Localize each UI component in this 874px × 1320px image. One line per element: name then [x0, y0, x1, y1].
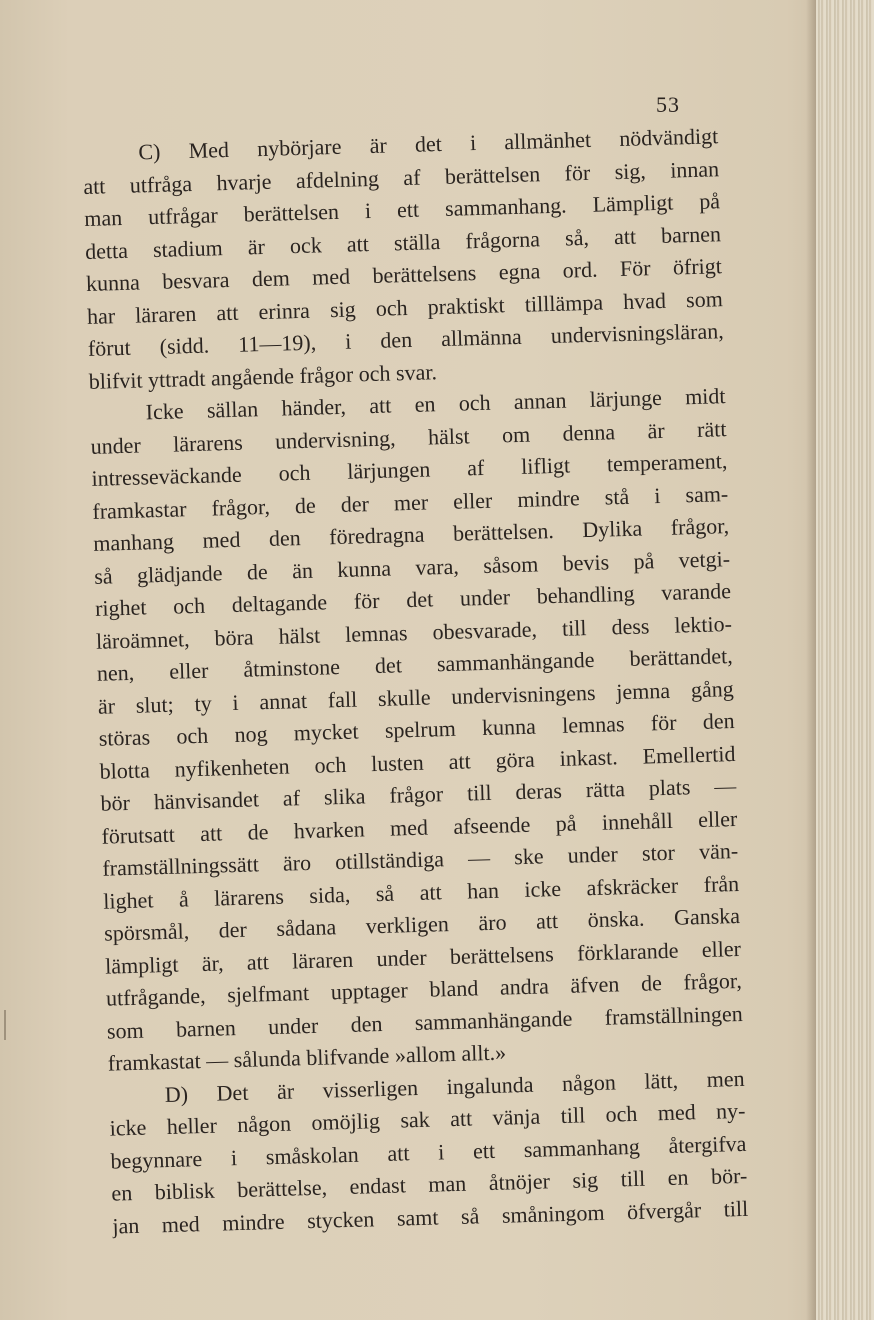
text-line: en biblisk berättelse, endast man åtnöjer sig till en bör- [111, 1162, 748, 1206]
text-line: lighet å lärarens sida, så att han icke afskräcker från [102, 870, 740, 914]
text-line: förutsatt att de hvarken med afseende på innehåll eller [101, 805, 738, 849]
text-line: utfrågande, sjelfmant upptager bland andra äfven de frågor, [105, 967, 743, 1011]
text-line: förut (sidd. 11—19), i den allmänna undervisningsläran, [87, 318, 724, 361]
text-line: blifvit yttradt angående frågor och svar. [88, 358, 438, 394]
text-line: intresseväckande och lärjungen af lifligt temperament, [91, 448, 728, 491]
text-line: man utfrågar berättelsen i ett sammanhang. Lämpligt på [83, 188, 721, 231]
text-line: jan med mindre stycken samt så småningom öfvergår till [112, 1195, 749, 1239]
text-line: framkastat — sålunda blifvande »allom allt.» [107, 1039, 507, 1076]
text-line: läroämnet, böra hälst lemnas obesvarade, till dess lektio- [95, 610, 733, 654]
text-line: blotta nyfikenheten och lusten att göra inkast. Emellertid [99, 740, 736, 784]
text-line: har läraren att erinra sig och praktiskt tilllämpa hvad som [86, 285, 724, 329]
text-line: icke heller någon omöjlig sak att vänja till och med ny- [109, 1097, 746, 1141]
margin-mark [4, 1010, 6, 1040]
text-line: C) Med nybörjare är det i allmänhet nödvändigt [138, 123, 719, 165]
text-line: bör hänvisandet af slika frågor till deras rätta plats — [100, 772, 737, 816]
text-line: nen, eller åtminstone det sammanhängande berättandet, [96, 643, 734, 686]
page-edge-shadow [806, 0, 816, 1320]
text-line: är slut; ty i annat fall skulle undervisningens jemna gång [97, 675, 734, 719]
text-line: spörsmål, der sådana verkligen äro att önska. Ganska [103, 902, 741, 946]
text-line: så glädjande de än kunna vara, såsom bevis på vetgi- [93, 545, 731, 589]
text-line: Icke sällan händer, att en och annan lärjunge midt [145, 383, 726, 425]
text-line: begynnare i småskolan att i ett sammanhang återgifva [110, 1130, 747, 1174]
text-line: störas och nog mycket spelrum kunna lemnas för den [98, 708, 735, 751]
text-line: framkastar frågor, de der mer eller mindre stå i sam- [92, 480, 729, 524]
text-line: som barnen under den sammanhängande framställningen [106, 1000, 744, 1044]
text-line: manhang med den föredragna berättelsen. Dylika frågor, [92, 513, 730, 556]
text-line: framställningssätt äro otillständiga — ske under stor vän- [102, 837, 739, 881]
text-line: detta stadium är ock att ställa frågorna så, att barnen [84, 220, 722, 264]
text-line: lämpligt är, att läraren under berättelsens förklarande eller [104, 935, 742, 979]
page-number: 53 [656, 92, 680, 117]
body-text [82, 120, 749, 1242]
page-edge [816, 0, 874, 1320]
text-line: righet och deltagande för det under behandling varande [94, 578, 732, 621]
text-line: kunna besvara dem med berättelsens egna ord. För öfrigt [85, 253, 723, 296]
text-line: att utfråga hvarje afdelning af berättelsen för sig, innan [82, 155, 720, 199]
text-line: under lärarens undervisning, hälst om denna är rätt [90, 415, 727, 459]
text-line: D) Det är visserligen ingalunda någon lätt, men [164, 1065, 745, 1107]
